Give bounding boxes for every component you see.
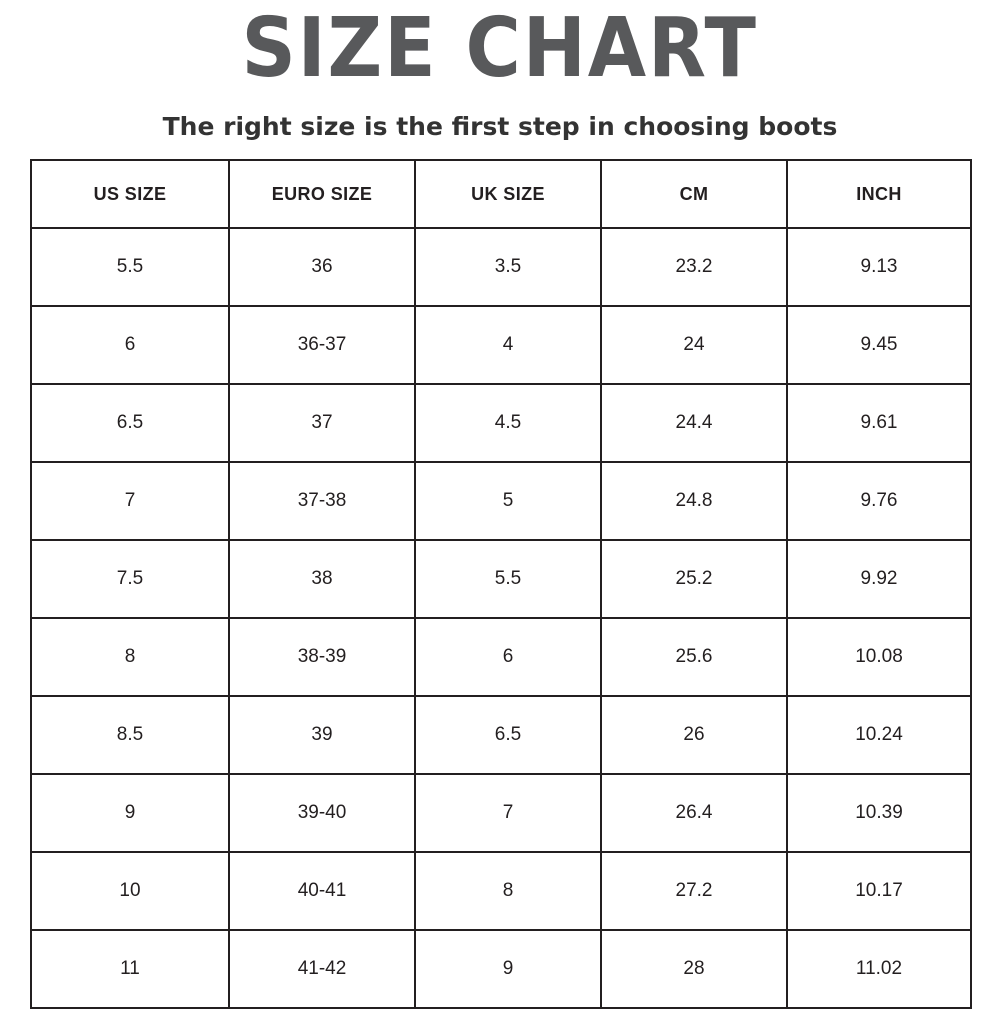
cell-cm: 24.8 <box>601 462 787 540</box>
cell-us-size: 10 <box>31 852 229 930</box>
table-body <box>31 228 971 1008</box>
page-subtitle: The right size is the first step in choosing boots <box>162 112 838 141</box>
cell-cm: 28 <box>601 930 787 1008</box>
column-header-cm: CM <box>601 160 787 228</box>
table-row <box>31 696 971 774</box>
cell-us-size: 8 <box>31 618 229 696</box>
cell-uk-size: 7 <box>415 774 601 852</box>
cell-uk-size: 8 <box>415 852 601 930</box>
cell-inch: 10.39 <box>787 774 971 852</box>
cell-inch: 10.24 <box>787 696 971 774</box>
cell-inch: 9.92 <box>787 540 971 618</box>
cell-uk-size: 4.5 <box>415 384 601 462</box>
cell-euro-size: 38 <box>229 540 415 618</box>
table-header <box>31 160 971 228</box>
table-row <box>31 540 971 618</box>
cell-uk-size: 5.5 <box>415 540 601 618</box>
table-row <box>31 852 971 930</box>
table-row <box>31 774 971 852</box>
cell-us-size: 6.5 <box>31 384 229 462</box>
page-title: SIZE CHART <box>241 1 759 96</box>
cell-uk-size: 6.5 <box>415 696 601 774</box>
cell-euro-size: 41-42 <box>229 930 415 1008</box>
cell-inch: 9.13 <box>787 228 971 306</box>
cell-inch: 9.45 <box>787 306 971 384</box>
cell-cm: 27.2 <box>601 852 787 930</box>
cell-cm: 23.2 <box>601 228 787 306</box>
cell-uk-size: 9 <box>415 930 601 1008</box>
cell-uk-size: 4 <box>415 306 601 384</box>
cell-us-size: 11 <box>31 930 229 1008</box>
cell-euro-size: 37 <box>229 384 415 462</box>
cell-uk-size: 6 <box>415 618 601 696</box>
cell-cm: 24 <box>601 306 787 384</box>
table-header-row <box>31 160 971 228</box>
cell-uk-size: 5 <box>415 462 601 540</box>
size-table <box>30 159 972 1009</box>
cell-us-size: 8.5 <box>31 696 229 774</box>
cell-uk-size: 3.5 <box>415 228 601 306</box>
cell-us-size: 6 <box>31 306 229 384</box>
cell-us-size: 7.5 <box>31 540 229 618</box>
cell-cm: 26 <box>601 696 787 774</box>
table-row <box>31 618 971 696</box>
cell-euro-size: 37-38 <box>229 462 415 540</box>
cell-inch: 10.08 <box>787 618 971 696</box>
cell-inch: 9.61 <box>787 384 971 462</box>
table-row <box>31 462 971 540</box>
cell-euro-size: 36-37 <box>229 306 415 384</box>
cell-inch: 9.76 <box>787 462 971 540</box>
cell-euro-size: 38-39 <box>229 618 415 696</box>
cell-cm: 25.6 <box>601 618 787 696</box>
cell-cm: 25.2 <box>601 540 787 618</box>
cell-euro-size: 39 <box>229 696 415 774</box>
table-row <box>31 306 971 384</box>
cell-us-size: 9 <box>31 774 229 852</box>
cell-cm: 24.4 <box>601 384 787 462</box>
cell-us-size: 7 <box>31 462 229 540</box>
column-header-euro-size: EURO SIZE <box>229 160 415 228</box>
size-table-container <box>30 159 970 1009</box>
cell-cm: 26.4 <box>601 774 787 852</box>
cell-euro-size: 40-41 <box>229 852 415 930</box>
cell-us-size: 5.5 <box>31 228 229 306</box>
cell-inch: 10.17 <box>787 852 971 930</box>
column-header-uk-size: UK SIZE <box>415 160 601 228</box>
cell-euro-size: 36 <box>229 228 415 306</box>
cell-inch: 11.02 <box>787 930 971 1008</box>
cell-euro-size: 39-40 <box>229 774 415 852</box>
column-header-inch: INCH <box>787 160 971 228</box>
table-row <box>31 930 971 1008</box>
table-row <box>31 228 971 306</box>
table-row <box>31 384 971 462</box>
column-header-us-size: US SIZE <box>31 160 229 228</box>
